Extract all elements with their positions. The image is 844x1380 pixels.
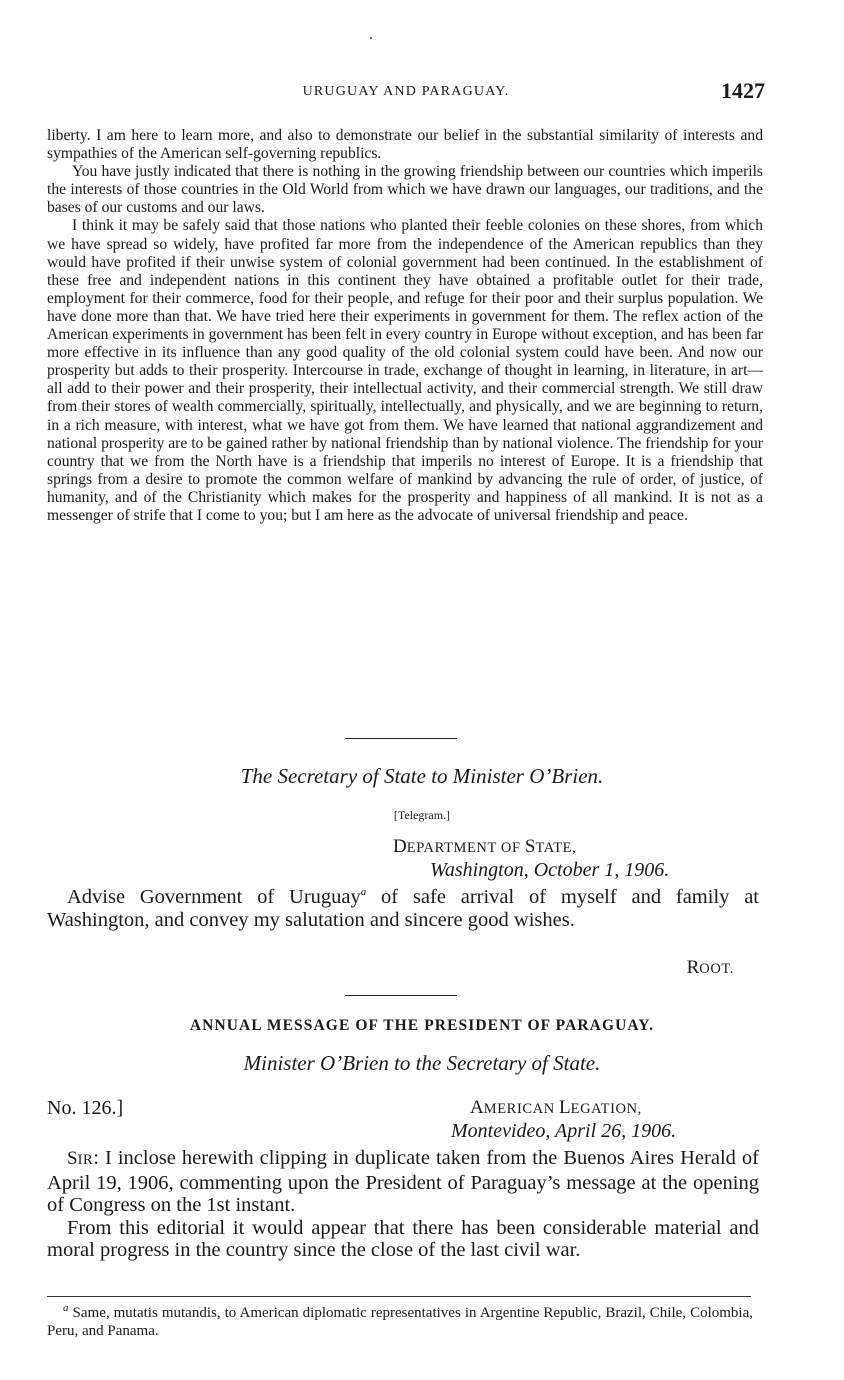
section-divider [345,995,457,996]
sender-legation: AMERICAN LEGATION, [470,1097,642,1118]
page-number: 1427 [721,78,765,103]
footnote-reference: a [360,886,367,899]
scan-speck [370,37,372,39]
telegram-text: Advise Government of Uruguay [67,886,361,908]
dispatch-body [47,1147,759,1262]
speech-paragraph: You have justly indicated that there is nothing in the growing friendship between our countries which imperils the interests of those countries in the Old World from which we have drawn our languages, our traditions, and the bases of our customs and our laws. [47,163,763,217]
salutation: S [67,1148,78,1169]
speech-paragraph: liberty. I am here to learn more, and also to demonstrate our belief in the substantial similarity of interests and sympathies of the American self-governing republics. [47,127,763,163]
telegram-date: Washington, October 1, 1906. [430,859,670,881]
footnote-text: Same, mutatis mutandis, to American diplomatic representatives in Argentine Republic, Brazil, Chile, Colombia, Peru, and Panama. [47,1305,753,1339]
telegram-signature: ROOT. [686,957,734,978]
footnote-mark: a [63,1302,69,1314]
dispatch-date: Montevideo, April 26, 1906. [451,1120,677,1142]
sender-department: DEPARTMENT OF STATE, [393,836,577,857]
dispatch-number: No. 126.] [47,1097,124,1119]
section-title: ANNUAL MESSAGE OF THE PRESIDENT OF PARAGUAY. [189,1017,655,1034]
speech-paragraph: I think it may be safely said that those nations who planted their feeble colonies on these shores, from which we have spread so widely, have profited far more from the independence of the American republics than they would have profited if their unwise system of colonial government had been continued. In the establishment of these free and independent nations in this continent they have obtained a profitable outlet for their trade, employment for their commerce, food for their people, and refuge for their poor and their surplus population. We have done more than that. We have tried here their experiments in government for them. The reflex action of the American experiments in government has been felt in every country in Europe without exception, and has been far more effective in its influence than any good quality of the old colonial system could have been. And now our prosperity but adds to their prosperity. Intercourse in trade, exchange of thought in learning, in literature, in art—all add to their power and their prosperity, their intellectual activity, and their commercial strength. We still draw from their stores of wealth commercially, spiritually, intellectually, and physically, and we are beginning to return, in a rich measure, with interest, what we have got from them. We have learned that national aggrandizement and national prosperity are to be gained rather by national friendship than by national violence. The friendship for your country that we from the North have is a friendship that imperils no interest of Europe. It is a friendship that springs from a desire to promote the common welfare of mankind by advancing the rule of order, of justice, of humanity, and of the Christianity which makes for the prosperity and happiness of all mankind. It is not as a messenger of strife that I come to you; but I am here as the advocate of universal friendship and peace. [47,217,763,524]
speech-text [47,127,763,525]
page-header [47,80,765,106]
footnote-divider [47,1296,751,1297]
telegram-heading: The Secretary of State to Minister O’Brien. [240,764,604,788]
footnote [47,1304,753,1340]
dispatch-heading: Minister O’Brien to the Secretary of State. [243,1051,601,1075]
salutation: IR [77,1152,94,1168]
running-title: URUGUAY AND PARAGUAY. [302,84,510,99]
telegram-body [47,886,759,931]
dispatch-paragraph: From this editorial it would appear that there has been considerable material and moral progress in the country since the close of the last civil war. [47,1216,759,1261]
telegram-text: of safe arrival of myself and family at Washington, and convey my salutation and sincere good wishes. [47,886,759,931]
telegram-label: [Telegram.] [393,808,451,822]
dispatch-paragraph: : I inclose herewith clipping in duplicate taken from the Buenos Aires Herald of April 19, 1906, commenting upon the President of Paraguay’s message at the opening of Congress on the 1st instant. [47,1147,759,1216]
section-divider [345,738,457,739]
